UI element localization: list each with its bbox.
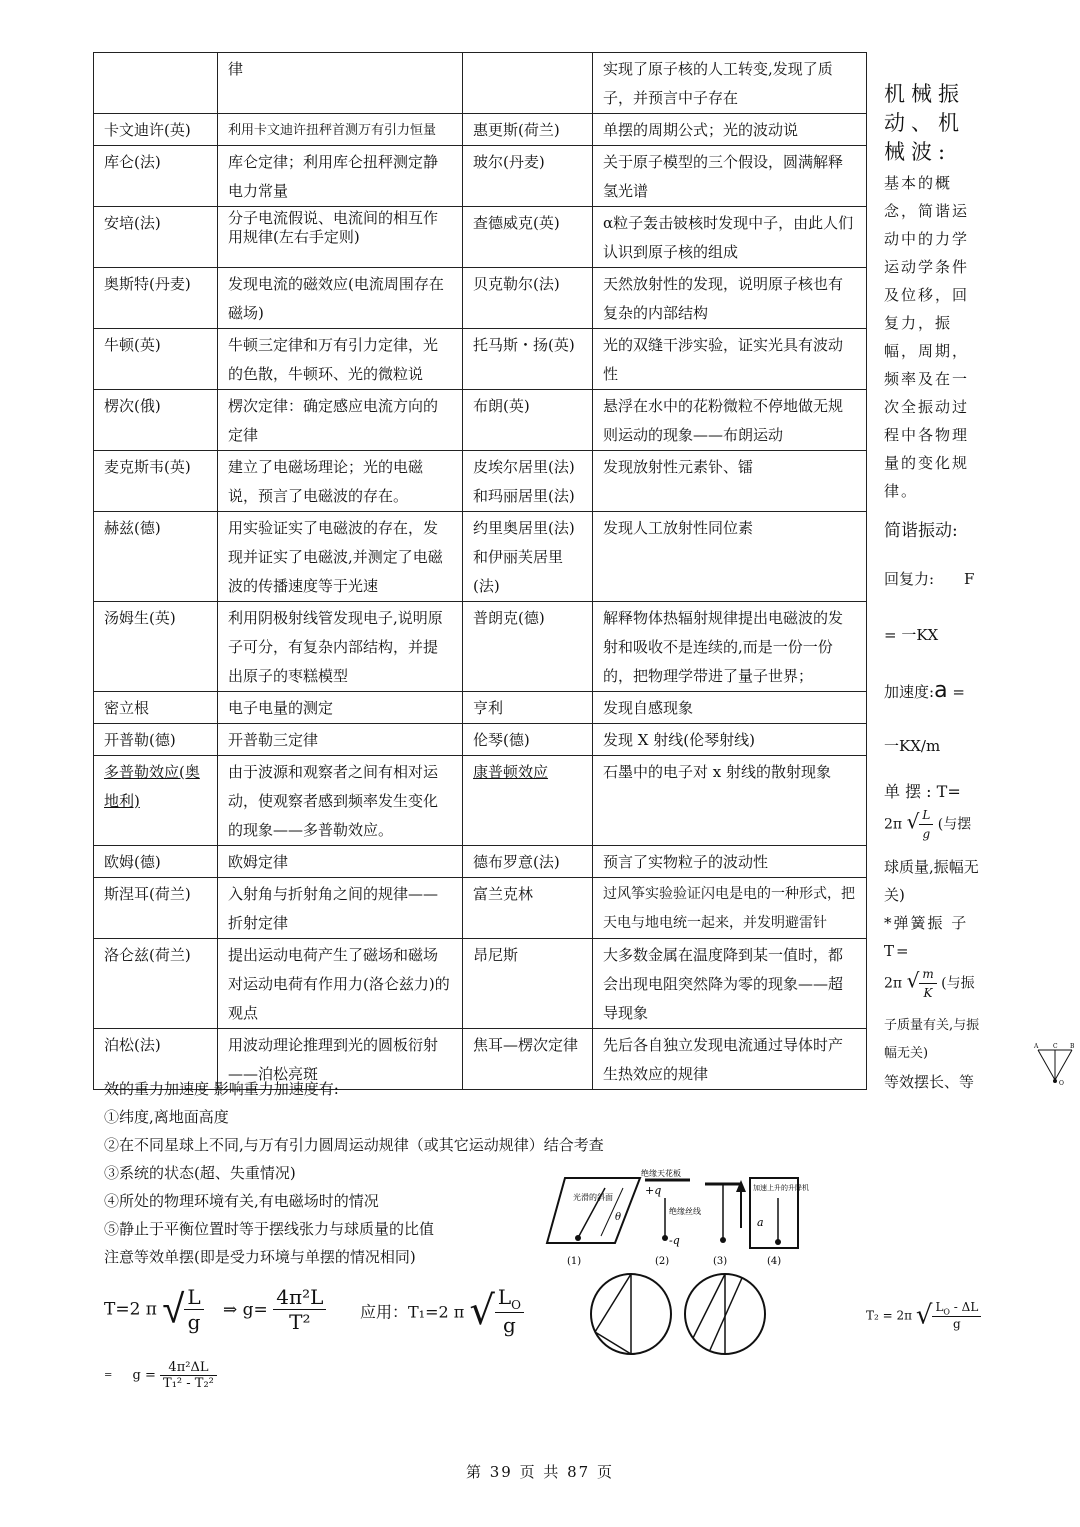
accel-eq: 一KX/m (884, 737, 941, 755)
gravity-intro: 效的重力加速度 影响重力加速度有: (104, 1080, 339, 1098)
table-cell-c: 托马斯・扬(英) (463, 329, 593, 390)
table-cell-d: 过风筝实验验证闪电是电的一种形式，把天电与地电统一起来，并发明避雷针 (593, 878, 867, 939)
table-cell-d: 单摆的周期公式；光的波动说 (593, 114, 867, 146)
table-row (94, 878, 867, 939)
formula4-lhs: g = (132, 1368, 156, 1383)
formula-application (360, 1285, 524, 1337)
page-footer: 第 39 页 共 87 页 (465, 1463, 614, 1481)
fig-num-1: (1) (567, 1256, 582, 1267)
accel-label: 加速度: (884, 683, 935, 701)
table-cell-c: 皮埃尔居里(法)和玛丽居里(法) (463, 451, 593, 512)
table-cell-b: 用实验证实了电磁波的存在，发现并证实了电磁波,并测定了电磁波的传播速度等于光速 (218, 512, 463, 602)
table-cell-c: 昂尼斯 (463, 939, 593, 1029)
table-cell-a: 奥斯特(丹麦) (94, 268, 218, 329)
table-cell-c: 玻尔(丹麦) (463, 146, 593, 207)
spring-den: K (923, 986, 933, 1000)
pendulum-den: g (922, 827, 931, 841)
table-cell-d: α粒子轰击铍核时发现中子，由此人们认识到原子核的组成 (593, 207, 867, 268)
string-a (1038, 1050, 1055, 1080)
table-cell-a: 牛顿(英) (94, 329, 218, 390)
table-cell-c: 贝克勒尔(法) (463, 268, 593, 329)
string-b (1055, 1050, 1072, 1080)
sqrt-icon: √ (469, 1288, 495, 1334)
spring-frac (919, 965, 936, 1002)
table-cell-b: 用波动理论推理到光的圆板衍射——泊松亮斑 (218, 1029, 463, 1090)
table-cell-a (94, 53, 218, 114)
table-cell-b: 欧姆定律 (218, 846, 463, 878)
formula2-num-wrap (495, 1285, 524, 1313)
table-cell-d: 实现了原子核的人工转变,发现了质子，并预言中子存在 (593, 53, 867, 114)
circle1-chord-a (595, 1274, 631, 1332)
label-b: B (1070, 1043, 1075, 1050)
table-row (94, 390, 867, 451)
incline-label: 光滑的斜面 (573, 1193, 613, 1202)
plus-q-label: +q (645, 1184, 662, 1197)
gravity-factors (104, 1075, 604, 1271)
gravity-item: ④所处的物理环境有关,有电磁场时的情况 (104, 1192, 379, 1210)
formula4-eq: = (104, 1370, 113, 1381)
gravity-item: ②在不同星球上不同,与万有引力圆周运动规律（或其它运动规律）结合考查 (104, 1136, 604, 1154)
elevator-label: 加速上升的升降机 (753, 1184, 809, 1192)
formula3-num: L (935, 1300, 944, 1314)
formula4-num: 4π²ΔL (160, 1360, 217, 1376)
formula2-den: g (503, 1313, 516, 1337)
table-cell-b: 楞次定律：确定感应电流方向的定律 (218, 390, 463, 451)
table-row (94, 846, 867, 878)
table-cell-b: 律 (218, 53, 463, 114)
table-cell-c: 焦耳—楞次定律 (463, 1029, 593, 1090)
table-cell-d: 发现人工放射性同位素 (593, 512, 867, 602)
table-cell-c: 查德威克(英) (463, 207, 593, 268)
theta-label: θ (615, 1212, 622, 1223)
elevator-bob (775, 1239, 781, 1245)
table-cell-a: 汤姆生(英) (94, 602, 218, 692)
sqrt-icon: √ (906, 968, 920, 993)
table-cell-a: 麦克斯韦(英) (94, 451, 218, 512)
side-heading: 机械振动、机械波: (884, 82, 965, 164)
sqrt-icon: √ (915, 1300, 933, 1331)
formula2-num: L (497, 1285, 512, 1309)
formula2-sub: O (511, 1298, 521, 1312)
table-cell-d: 发现 X 射线(伦琴射线) (593, 724, 867, 756)
fig-num-3: (3) (713, 1256, 728, 1267)
circle-figure-1 (591, 1274, 671, 1354)
side-intro: 基本的概念，简谐运动中的力学运动学条件及位移，回复力，振幅，周期，频率及在一次全振动过程中各物理量的变化规律。 (884, 174, 970, 500)
table-row (94, 114, 867, 146)
table-row (94, 756, 867, 846)
table-cell-b: 提出运动电荷产生了磁场和磁场对运动电荷有作用力(洛仑兹力)的观点 (218, 939, 463, 1029)
table-cell-d: 光的双缝干涉实验，证实光具有波动性 (593, 329, 867, 390)
pendulum-note: (与摆 (937, 816, 972, 833)
circle2-chord-b (710, 1278, 742, 1350)
table-cell-c: 布朗(英) (463, 390, 593, 451)
incline-bob (575, 1235, 581, 1241)
restore-force-line (884, 565, 980, 593)
restore-f: F (964, 570, 975, 588)
field-bob (720, 1237, 726, 1243)
circle-figure-2 (685, 1274, 765, 1354)
elevator-a-label: a (757, 1216, 764, 1229)
accel-eq-tail: = (952, 683, 965, 701)
ceiling-label: 绝缘天花板 (641, 1169, 681, 1178)
formula1-rnum: 4π²L (273, 1285, 326, 1310)
table-cell-a: 斯涅耳(荷兰) (94, 878, 218, 939)
table-cell-d: 发现自感现象 (593, 692, 867, 724)
table-cell-b: 牛顿三定律和万有引力定律，光的色散，牛顿环、光的微粒说 (218, 329, 463, 390)
table-row (94, 512, 867, 602)
gravity-item: ③系统的状态(超、失重情况) (104, 1164, 296, 1182)
physicists-table-body (94, 53, 867, 1090)
table-cell-d: 关于原子模型的三个假设，圆满解释氢光谱 (593, 146, 867, 207)
accel-line (884, 677, 980, 706)
table-row (94, 329, 867, 390)
table-row (94, 146, 867, 207)
table-row (94, 53, 867, 114)
table-cell-c: 康普顿效应 (463, 756, 593, 846)
table-cell-b: 由于波源和观察者之间有相对运动，使观察者感到频率发生变化的现象——多普勒效应。 (218, 756, 463, 846)
spring-note: (与振 (941, 975, 975, 992)
formula-t2 (866, 1300, 981, 1331)
circle-chord-figures (590, 1270, 780, 1360)
table-cell-c: 伦琴(德) (463, 724, 593, 756)
formula3-frac (932, 1300, 981, 1331)
table-cell-c: 富兰克林 (463, 878, 593, 939)
formula1-lhs: T=2 π (104, 1299, 157, 1320)
table-row (94, 724, 867, 756)
formula2-frac (495, 1285, 524, 1337)
pendulum-note2: 球质量,振幅无关) (884, 858, 979, 904)
spring-num: m (919, 965, 936, 984)
restore-eq: = 一KX (884, 626, 939, 644)
pendulum-triangle-diagram (1032, 1040, 1078, 1090)
table-cell-a: 洛仑兹(荷兰) (94, 939, 218, 1029)
side-column (884, 80, 980, 1096)
label-c: C (1053, 1043, 1058, 1050)
table-cell-b: 利用卡文迪许扭秤首测万有引力恒量 (218, 114, 463, 146)
table-cell-b: 电子电量的测定 (218, 692, 463, 724)
formula3-lhs: T₂ = 2π (866, 1308, 913, 1323)
wire-label: 绝缘丝线 (669, 1207, 701, 1216)
spring-two-pi: 2π (884, 975, 903, 992)
restore-label: 回复力: (884, 570, 935, 588)
sqrt-icon: √ (162, 1286, 185, 1333)
physicists-table (93, 52, 867, 1090)
figure-incline (547, 1178, 640, 1243)
accel-symbol: a (934, 678, 948, 703)
table-cell-b: 建立了电磁场理论；光的电磁说，预言了电磁波的存在。 (218, 451, 463, 512)
table-cell-b: 分子电流假说、电流间的相互作用规律(左右手定则) (218, 207, 463, 268)
table-cell-b: 开普勒三定律 (218, 724, 463, 756)
table-cell-a: 库仑(法) (94, 146, 218, 207)
spring-note2: 子质量有关,与振幅无关) (884, 1018, 980, 1061)
table-cell-c: 普朗克(德) (463, 602, 593, 692)
formula1-den: g (187, 1310, 201, 1334)
table-cell-d: 先后各自独立发现电流通过导体时产生热效应的规律 (593, 1029, 867, 1090)
table-cell-d: 大多数金属在温度降到某一值时，都会出现电阻突然降为零的现象——超导现象 (593, 939, 867, 1029)
table-cell-a: 欧姆(德) (94, 846, 218, 878)
formula2-label: 应用：T₁=2 π (360, 1302, 465, 1322)
table-cell-d: 天然放射性的发现，说明原子核也有复杂的内部结构 (593, 268, 867, 329)
formula1-arrow: ⇒ g= (223, 1299, 268, 1320)
formula4-den: T₁² - T₂² (163, 1376, 214, 1391)
figure-charges (641, 1168, 701, 1247)
table-cell-b: 入射角与折射角之间的规律——折射定律 (218, 878, 463, 939)
sqrt-icon: √ (906, 809, 920, 834)
equiv-text: 等效摆长、等 (884, 1073, 975, 1091)
formula3-sub: O (943, 1307, 950, 1317)
pendulum-num: L (919, 806, 933, 825)
table-cell-d: 悬浮在水中的花粉微粒不停地做无规则运动的现象——布朗运动 (593, 390, 867, 451)
table-row (94, 939, 867, 1029)
shm-title: 简谐振动: (884, 521, 958, 541)
formula3-num-wrap (932, 1300, 981, 1317)
formula1-rden: T² (289, 1310, 311, 1334)
charge-bob (662, 1235, 668, 1241)
table-cell-c: 惠更斯(荷兰) (463, 114, 593, 146)
figure-elevator (736, 1178, 809, 1248)
table-cell-c: 约里奥居里(法)和伊丽芙居里(法) (463, 512, 593, 602)
table-cell-a: 卡文迪许(英) (94, 114, 218, 146)
label-a: A (1034, 1043, 1039, 1050)
pendulum-label: 单 摆 : T= (884, 782, 961, 801)
table-cell-a: 泊松(法) (94, 1029, 218, 1090)
table-cell-c (463, 53, 593, 114)
spring-label: *弹簧振 子 T= (884, 914, 969, 960)
formula-g (104, 1360, 217, 1391)
formula3-den: g (953, 1317, 961, 1332)
formula1-result-frac (273, 1285, 326, 1334)
table-cell-d: 预言了实物粒子的波动性 (593, 846, 867, 878)
table-cell-c: 德布罗意(法) (463, 846, 593, 878)
label-o: O (1059, 1080, 1064, 1087)
gravity-item: ⑤静止于平衡位置时等于摆线张力与球质量的比值 (104, 1220, 435, 1238)
table-row (94, 692, 867, 724)
fig-num-4: (4) (767, 1256, 782, 1267)
table-row (94, 451, 867, 512)
table-cell-d: 解释物体热辐射规律提出电磁波的发射和吸收不是连续的,而是一份一份的，把物理学带进了量子世界； (593, 602, 867, 692)
formula1-num: L (184, 1285, 203, 1310)
formula-period (104, 1285, 326, 1334)
formula4-frac (160, 1360, 217, 1391)
table-cell-a: 楞次(俄) (94, 390, 218, 451)
pendulum-two-pi: 2π (884, 816, 903, 833)
fig-num-2: (2) (655, 1256, 670, 1267)
table-cell-c: 亨利 (463, 692, 593, 724)
table-cell-d: 石墨中的电子对 x 射线的散射现象 (593, 756, 867, 846)
bob (1053, 1079, 1057, 1083)
table-cell-a: 密立根 (94, 692, 218, 724)
arrow-up-icon (736, 1180, 746, 1192)
table-cell-b: 利用阴极射线管发现电子,说明原子可分，有复杂内部结构，并提出原子的枣糕模型 (218, 602, 463, 692)
formula3-tail: - ΔL (949, 1300, 979, 1314)
figure-field (705, 1184, 740, 1243)
spring-formula (884, 965, 980, 1002)
table-cell-a: 多普勒效应(奥地利) (94, 756, 218, 846)
gravity-item: ①纬度,离地面高度 (104, 1108, 229, 1126)
table-row (94, 268, 867, 329)
table-cell-b: 库仑定律；利用库仑扭秤测定静电力常量 (218, 146, 463, 207)
table-cell-a: 安培(法) (94, 207, 218, 268)
table-cell-d: 发现放射性元素钋、镭 (593, 451, 867, 512)
table-row (94, 207, 867, 268)
pendulum-frac (919, 806, 933, 843)
table-cell-a: 赫兹(德) (94, 512, 218, 602)
formula1-frac (184, 1285, 203, 1334)
equivalent-pendulum-figures (545, 1168, 825, 1268)
pendulum-formula (884, 806, 980, 843)
minus-q-label: -q (669, 1234, 680, 1247)
table-cell-b: 发现电流的磁效应(电流周围存在磁场) (218, 268, 463, 329)
gravity-item: 注意等效单摆(即是受力环境与单摆的情况相同) (104, 1248, 416, 1266)
table-cell-a: 开普勒(德) (94, 724, 218, 756)
table-row (94, 602, 867, 692)
